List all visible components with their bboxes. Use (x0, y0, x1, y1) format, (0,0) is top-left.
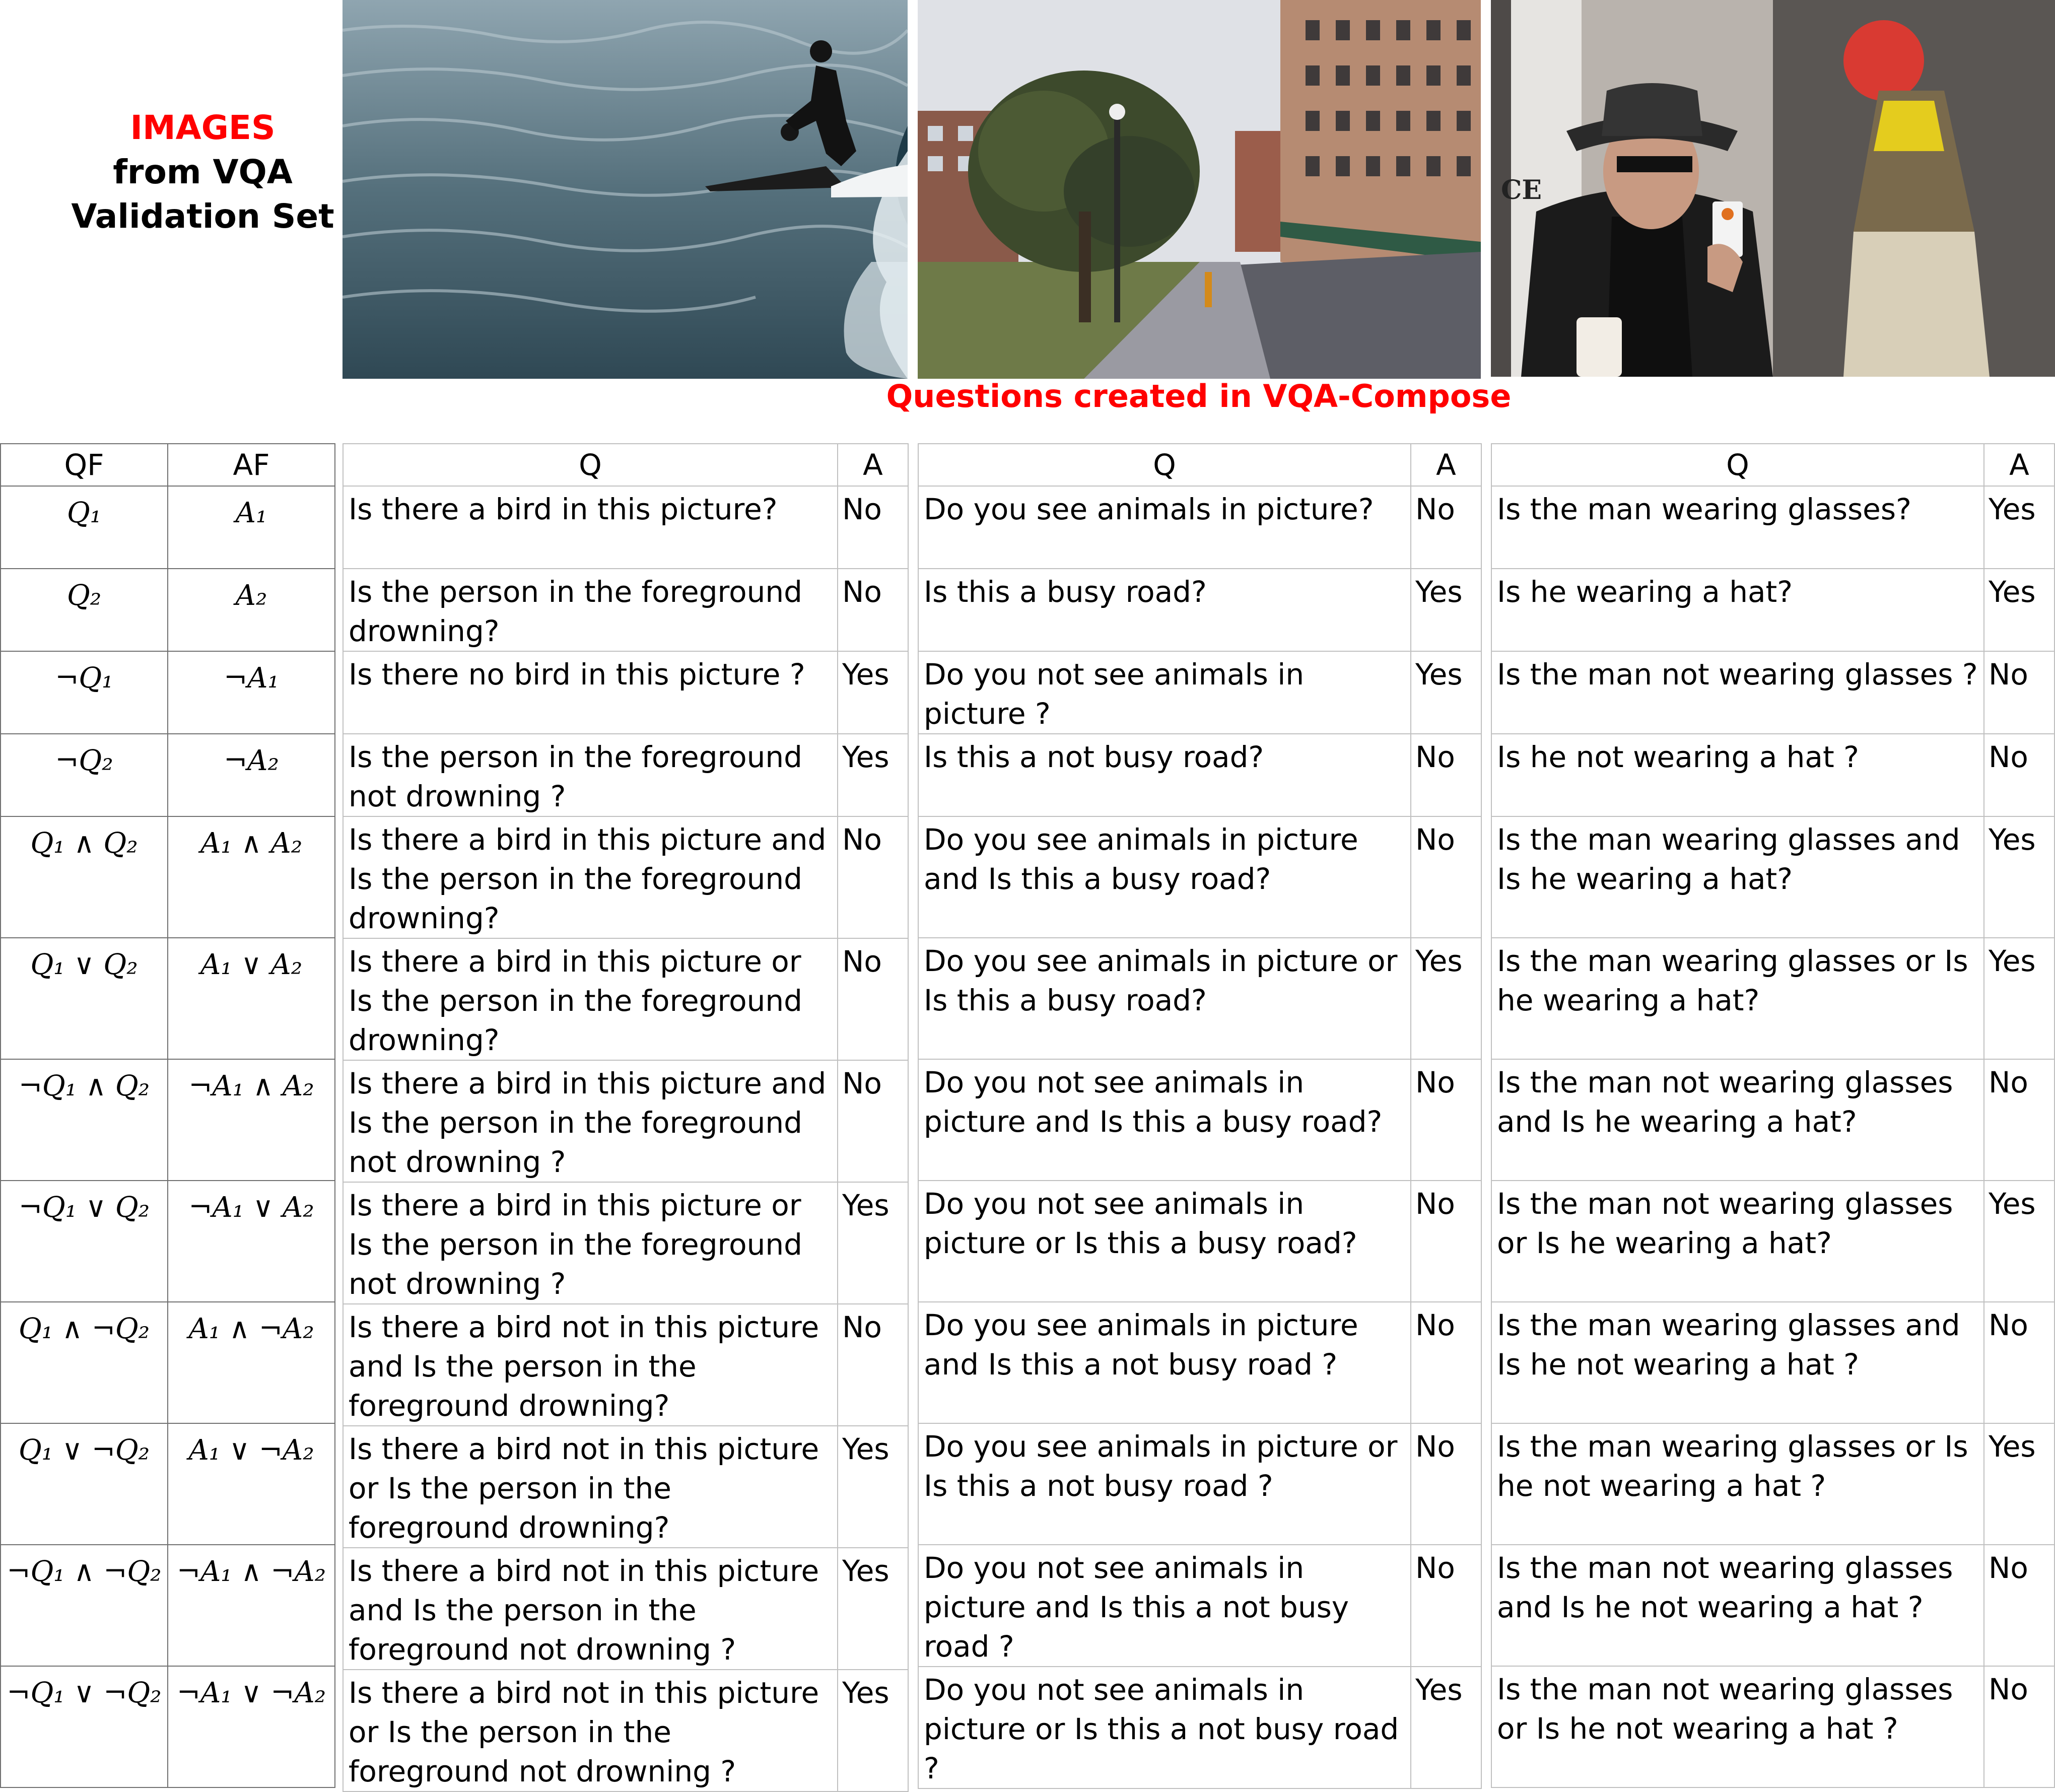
question-row (1491, 938, 2054, 1059)
question-cell: Do you see animals in picture and Is this a busy road? (918, 816, 1411, 938)
answer-cell: No (838, 938, 908, 1060)
question-row (343, 1426, 908, 1548)
question-row (918, 1423, 1481, 1545)
question-row (343, 734, 908, 816)
question-row (1491, 734, 2054, 816)
question-cell: Do you not see animals in picture and Is this a not busy road ? (918, 1545, 1411, 1667)
question-cell: Do you not see animals in picture or Is this a not busy road ? (918, 1667, 1411, 1788)
qf-cell: ¬Q₁ ∨ Q₂ (1, 1181, 168, 1302)
question-cell: Is there a bird in this picture or Is the person in the foreground drowning? (343, 938, 838, 1060)
answer-cell: Yes (838, 1548, 908, 1670)
questions-caption: Questions created in VQA-Compose (886, 378, 1512, 415)
answer-cell: Yes (838, 1426, 908, 1548)
qf-cell: Q₁ ∧ ¬Q₂ (1, 1302, 168, 1423)
answer-cell: No (1411, 1545, 1481, 1667)
qf-cell: ¬Q₁ (1, 651, 168, 734)
question-row (343, 569, 908, 651)
question-row (1491, 816, 2054, 938)
formula-table (0, 443, 335, 1788)
formula-row (1, 651, 335, 734)
answer-cell: No (838, 486, 908, 569)
answer-cell: Yes (1984, 938, 2054, 1059)
answer-cell: No (838, 1060, 908, 1182)
question-row (918, 486, 1481, 569)
formula-row (1, 816, 335, 938)
question-row (1491, 1181, 2054, 1302)
question-row (918, 1059, 1481, 1181)
qf-cell: Q₁ ∨ ¬Q₂ (1, 1423, 168, 1545)
qf-cell: Q₁ ∧ Q₂ (1, 816, 168, 938)
formula-row (1, 1666, 335, 1787)
qf-cell: ¬Q₁ ∧ Q₂ (1, 1059, 168, 1181)
answer-cell: Yes (838, 734, 908, 816)
question-cell: Is the man wearing glasses and Is he wearing a hat? (1491, 816, 1984, 938)
question-cell: Is he not wearing a hat ? (1491, 734, 1984, 816)
af-cell: ¬A₁ ∧ A₂ (168, 1059, 335, 1181)
question-cell: Is the man not wearing glasses ? (1491, 651, 1984, 734)
formula-row (1, 1302, 335, 1423)
question-row (918, 1302, 1481, 1423)
af-cell: ¬A₁ ∧ ¬A₂ (168, 1545, 335, 1666)
question-row (343, 938, 908, 1060)
question-cell: Do you not see animals in picture or Is this a busy road? (918, 1181, 1411, 1302)
question-row (918, 734, 1481, 816)
question-cell: Is the man not wearing glasses and Is he not wearing a hat ? (1491, 1545, 1984, 1666)
answer-cell: No (1411, 816, 1481, 938)
question-row (1491, 1059, 2054, 1181)
question-row (918, 1667, 1481, 1788)
question-row (343, 486, 908, 569)
af-cell: A₁ ∧ ¬A₂ (168, 1302, 335, 1423)
question-cell: Is there a bird in this picture and Is the person in the foreground not drowning ? (343, 1060, 838, 1182)
answer-cell: Yes (1984, 569, 2054, 651)
answer-cell: No (1411, 734, 1481, 816)
answer-cell: Yes (1411, 651, 1481, 734)
answer-cell: Yes (838, 1182, 908, 1304)
question-row (1491, 1423, 2054, 1545)
answer-cell: No (1984, 651, 2054, 734)
man-hat-photo (1491, 0, 2055, 377)
question-row (1491, 651, 2054, 734)
answer-cell: No (838, 569, 908, 651)
question-cell: Is the man wearing glasses or Is he not wearing a hat ? (1491, 1423, 1984, 1545)
af-cell: A₁ ∧ A₂ (168, 816, 335, 938)
answer-cell: No (1411, 1059, 1481, 1181)
af-cell: A₂ (168, 569, 335, 651)
question-row (1491, 1545, 2054, 1666)
surfer-illustration (342, 0, 908, 379)
question-row (918, 1545, 1481, 1667)
answer-cell: No (1984, 1545, 2054, 1666)
af-cell: ¬A₁ (168, 651, 335, 734)
question-row (1491, 1302, 2054, 1423)
formula-header-row (1, 444, 335, 486)
heading-images: IMAGES (130, 108, 276, 147)
street-photo (918, 0, 1481, 379)
answer-cell: Yes (838, 651, 908, 734)
answer-cell: Yes (1411, 569, 1481, 651)
formula-row (1, 1423, 335, 1545)
question-cell: Is this a not busy road? (918, 734, 1411, 816)
qf-cell: ¬Q₂ (1, 734, 168, 816)
answer-cell: Yes (1984, 1423, 2054, 1545)
a-header: A (1411, 444, 1481, 486)
question-header-row (343, 444, 908, 486)
man-hat-illustration (1491, 0, 2055, 377)
q-header: Q (343, 444, 838, 486)
a-header: A (838, 444, 908, 486)
question-row (343, 1304, 908, 1426)
af-header: AF (168, 444, 335, 486)
question-cell: Do you not see animals in picture and Is this a busy road? (918, 1059, 1411, 1181)
answer-cell: Yes (1984, 1181, 2054, 1302)
answer-cell: No (838, 816, 908, 938)
answer-cell: No (1984, 1666, 2054, 1787)
question-cell: Is the man not wearing glasses or Is he not wearing a hat ? (1491, 1666, 1984, 1787)
answer-cell: No (1411, 486, 1481, 569)
question-table-surfer (342, 443, 909, 1792)
answer-cell: No (1411, 1302, 1481, 1423)
formula-row (1, 486, 335, 569)
street-illustration (918, 0, 1481, 379)
qf-cell: Q₁ ∨ Q₂ (1, 938, 168, 1059)
question-cell: Do you see animals in picture or Is this a not busy road ? (918, 1423, 1411, 1545)
question-row (918, 569, 1481, 651)
question-row (343, 651, 908, 734)
question-cell: Is there a bird in this picture and Is the person in the foreground drowning? (343, 816, 838, 938)
question-cell: Is the man wearing glasses and Is he not wearing a hat ? (1491, 1302, 1984, 1423)
question-row (918, 816, 1481, 938)
question-cell: Is there a bird not in this picture or Is the person in the foreground not drowning ? (343, 1670, 838, 1791)
answer-cell: No (1984, 734, 2054, 816)
question-cell: Is the man wearing glasses? (1491, 486, 1984, 569)
formula-row (1, 1545, 335, 1666)
question-cell: Is the man not wearing glasses or Is he wearing a hat? (1491, 1181, 1984, 1302)
question-row (1491, 1666, 2054, 1787)
answer-cell: Yes (1984, 486, 2054, 569)
answer-cell: No (1411, 1181, 1481, 1302)
question-cell: Is there a bird not in this picture and Is the person in the foreground drowning? (343, 1304, 838, 1426)
surfer-photo (342, 0, 908, 379)
af-cell: A₁ ∨ ¬A₂ (168, 1423, 335, 1545)
question-cell: Is the man not wearing glasses and Is he wearing a hat? (1491, 1059, 1984, 1181)
question-cell: Is the person in the foreground not drowning ? (343, 734, 838, 816)
formula-row (1, 569, 335, 651)
question-cell: Is he wearing a hat? (1491, 569, 1984, 651)
af-cell: A₁ (168, 486, 335, 569)
answer-cell: No (1411, 1423, 1481, 1545)
af-cell: ¬A₁ ∨ A₂ (168, 1181, 335, 1302)
question-cell: Is there no bird in this picture ? (343, 651, 838, 734)
question-row (918, 938, 1481, 1059)
qf-cell: Q₂ (1, 569, 168, 651)
question-cell: Is there a bird not in this picture and Is the person in the foreground not drowning ? (343, 1548, 838, 1670)
answer-cell: Yes (1411, 1667, 1481, 1788)
question-table-street (918, 443, 1482, 1789)
question-row (1491, 569, 2054, 651)
formula-row (1, 1059, 335, 1181)
heading-from-vqa: from VQA (113, 153, 293, 191)
question-cell: Do you not see animals in picture ? (918, 651, 1411, 734)
question-cell: Do you see animals in picture? (918, 486, 1411, 569)
question-row (343, 1670, 908, 1791)
question-cell: Is there a bird not in this picture or Is the person in the foreground drowning? (343, 1426, 838, 1548)
question-cell: Is the man wearing glasses or Is he wearing a hat? (1491, 938, 1984, 1059)
heading-validation-set: Validation Set (71, 197, 334, 236)
question-cell: Do you see animals in picture and Is this a not busy road ? (918, 1302, 1411, 1423)
answer-cell: No (1984, 1059, 2054, 1181)
question-header-row (918, 444, 1481, 486)
question-row (918, 651, 1481, 734)
q-header: Q (918, 444, 1411, 486)
q-header: Q (1491, 444, 1984, 486)
formula-row (1, 1181, 335, 1302)
qf-cell: Q₁ (1, 486, 168, 569)
af-cell: ¬A₂ (168, 734, 335, 816)
question-row (343, 1548, 908, 1670)
formula-row (1, 938, 335, 1059)
question-header-row (1491, 444, 2054, 486)
answer-cell: Yes (1411, 938, 1481, 1059)
answer-cell: No (838, 1304, 908, 1426)
qf-cell: ¬Q₁ ∧ ¬Q₂ (1, 1545, 168, 1666)
question-row (343, 1060, 908, 1182)
question-row (1491, 486, 2054, 569)
answer-cell: Yes (838, 1670, 908, 1791)
question-cell: Is there a bird in this picture or Is the person in the foreground not drowning ? (343, 1182, 838, 1304)
af-cell: A₁ ∨ A₂ (168, 938, 335, 1059)
formula-row (1, 734, 335, 816)
answer-cell: Yes (1984, 816, 2054, 938)
store-sign-text: CE (1501, 175, 1542, 205)
question-cell: Do you see animals in picture or Is this a busy road? (918, 938, 1411, 1059)
question-cell: Is this a busy road? (918, 569, 1411, 651)
question-cell: Is there a bird in this picture? (343, 486, 838, 569)
question-cell: Is the person in the foreground drowning? (343, 569, 838, 651)
a-header: A (1984, 444, 2054, 486)
answer-cell: No (1984, 1302, 2054, 1423)
qf-header: QF (1, 444, 168, 486)
qf-cell: ¬Q₁ ∨ ¬Q₂ (1, 1666, 168, 1787)
question-table-man (1491, 443, 2055, 1788)
question-row (343, 1182, 908, 1304)
question-row (918, 1181, 1481, 1302)
question-row (343, 816, 908, 938)
af-cell: ¬A₁ ∨ ¬A₂ (168, 1666, 335, 1787)
